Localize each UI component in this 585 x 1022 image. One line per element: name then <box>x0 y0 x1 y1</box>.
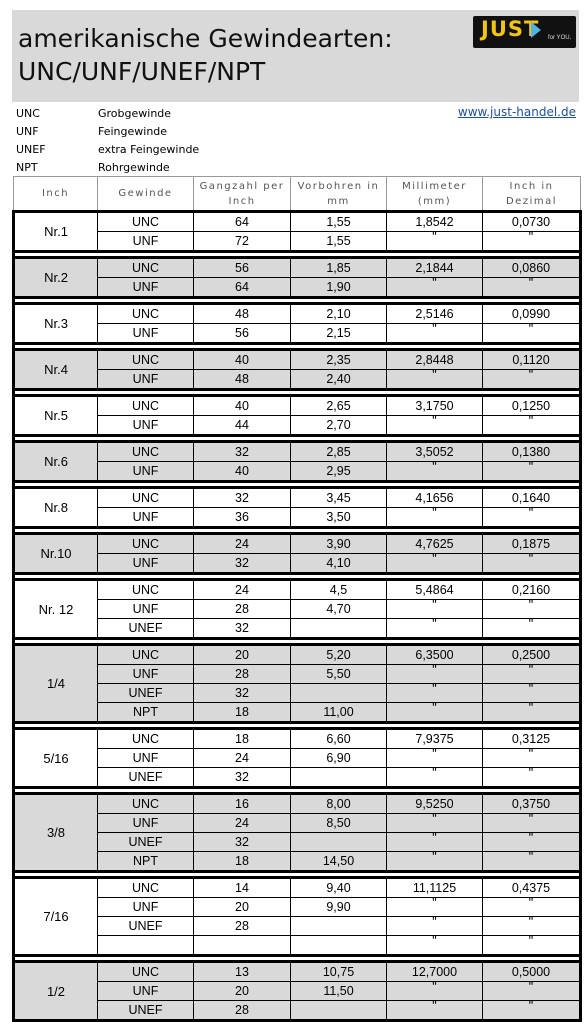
mm-cell: " <box>387 665 483 684</box>
decimal-cell: " <box>483 508 581 528</box>
size-group <box>14 580 581 639</box>
tpi-cell: 16 <box>194 794 291 814</box>
tpi-cell: 44 <box>194 416 291 436</box>
table-row <box>14 768 581 788</box>
drill-cell: 4,5 <box>291 580 387 600</box>
decimal-cell: " <box>483 462 581 482</box>
table-row <box>14 534 581 554</box>
thread-type-cell: UNEF <box>98 619 194 639</box>
header <box>12 10 579 102</box>
thread-type-cell: UNC <box>98 794 194 814</box>
table-row <box>14 814 581 833</box>
size-cell: Nr.4 <box>14 350 98 390</box>
legend-desc: Rohrgewinde <box>98 161 170 174</box>
table-row <box>14 600 581 619</box>
table-row <box>14 232 581 252</box>
size-group <box>14 350 581 390</box>
table-row <box>14 488 581 508</box>
decimal-cell: " <box>483 278 581 298</box>
mm-cell: 4,1656 <box>387 488 483 508</box>
thread-type-cell: UNEF <box>98 917 194 936</box>
thread-type-cell: UNF <box>98 278 194 298</box>
table-row <box>14 396 581 416</box>
tpi-cell: 32 <box>194 488 291 508</box>
thread-type-cell: UNC <box>98 212 194 232</box>
legend-desc: extra Feingewinde <box>98 143 200 156</box>
decimal-cell: " <box>483 936 581 956</box>
table-row <box>14 580 581 600</box>
decimal-cell: 0,3125 <box>483 729 581 749</box>
decimal-cell: " <box>483 898 581 917</box>
tpi-cell: 32 <box>194 554 291 574</box>
mm-cell: 7,9375 <box>387 729 483 749</box>
drill-cell: 6,90 <box>291 749 387 768</box>
thread-type-cell: UNC <box>98 442 194 462</box>
mm-cell: " <box>387 554 483 574</box>
drill-cell: 4,10 <box>291 554 387 574</box>
drill-cell: 1,90 <box>291 278 387 298</box>
drill-cell: 1,55 <box>291 212 387 232</box>
size-group <box>14 645 581 723</box>
table-row <box>14 833 581 852</box>
decimal-cell: " <box>483 1001 581 1021</box>
drill-cell: 1,85 <box>291 258 387 278</box>
drill-cell: 8,50 <box>291 814 387 833</box>
just-logo <box>473 16 576 48</box>
thread-type-cell: UNC <box>98 488 194 508</box>
thread-type-cell: UNEF <box>98 684 194 703</box>
size-group <box>14 488 581 528</box>
drill-cell: 2,40 <box>291 370 387 390</box>
table-row <box>14 684 581 703</box>
tpi-cell: 18 <box>194 729 291 749</box>
table-row <box>14 462 581 482</box>
mm-cell: 5,4864 <box>387 580 483 600</box>
tpi-cell: 28 <box>194 1001 291 1021</box>
table-header <box>14 177 581 212</box>
legend-abbr: UNEF <box>16 143 46 156</box>
decimal-cell: " <box>483 917 581 936</box>
legend-desc: Grobgewinde <box>98 107 172 120</box>
thread-type-cell: UNF <box>98 898 194 917</box>
decimal-cell: " <box>483 232 581 252</box>
decimal-cell: 0,4375 <box>483 878 581 898</box>
tpi-cell: 48 <box>194 304 291 324</box>
size-group <box>14 534 581 574</box>
size-cell: Nr.8 <box>14 488 98 528</box>
thread-type-cell: UNF <box>98 749 194 768</box>
thread-type-cell: UNEF <box>98 833 194 852</box>
table-row <box>14 350 581 370</box>
table-row <box>14 962 581 982</box>
table-row <box>14 212 581 232</box>
size-group <box>14 878 581 956</box>
tpi-cell: 14 <box>194 878 291 898</box>
thread-type-cell: UNC <box>98 304 194 324</box>
tpi-cell: 24 <box>194 749 291 768</box>
drill-cell: 6,60 <box>291 729 387 749</box>
drill-cell: 9,40 <box>291 878 387 898</box>
mm-cell: " <box>387 703 483 723</box>
legend-desc: Feingewinde <box>98 125 168 138</box>
mm-cell: 2,8448 <box>387 350 483 370</box>
decimal-cell: 0,1250 <box>483 396 581 416</box>
thread-type-cell: UNC <box>98 350 194 370</box>
drill-cell: 8,00 <box>291 794 387 814</box>
drill-cell: 4,70 <box>291 600 387 619</box>
tpi-cell <box>194 936 291 956</box>
mm-cell: " <box>387 917 483 936</box>
thread-type-cell: UNF <box>98 982 194 1001</box>
tpi-cell: 20 <box>194 982 291 1001</box>
tpi-cell: 20 <box>194 645 291 665</box>
mm-cell: " <box>387 833 483 852</box>
mm-cell: 2,1844 <box>387 258 483 278</box>
size-cell: 1/4 <box>14 645 98 723</box>
title-line-1: amerikanische Gewindearten: <box>18 24 393 53</box>
mm-cell: " <box>387 324 483 344</box>
mm-cell: " <box>387 370 483 390</box>
drill-cell: 2,15 <box>291 324 387 344</box>
mm-cell: " <box>387 814 483 833</box>
decimal-cell: 0,0860 <box>483 258 581 278</box>
decimal-cell: 0,1120 <box>483 350 581 370</box>
thread-type-cell: UNF <box>98 600 194 619</box>
decimal-cell: 0,5000 <box>483 962 581 982</box>
tpi-cell: 13 <box>194 962 291 982</box>
size-cell: 3/8 <box>14 794 98 872</box>
mm-cell: " <box>387 852 483 872</box>
decimal-cell: 0,2160 <box>483 580 581 600</box>
table-row <box>14 619 581 639</box>
header-gangzahl: Gangzahl per Inch <box>194 177 291 212</box>
table-row <box>14 508 581 528</box>
drill-cell: 2,70 <box>291 416 387 436</box>
size-cell: 5/16 <box>14 729 98 788</box>
tpi-cell: 32 <box>194 619 291 639</box>
header-dezimal: Inch in Dezimal <box>483 177 581 212</box>
mm-cell: " <box>387 749 483 768</box>
mm-cell: 3,5052 <box>387 442 483 462</box>
tpi-cell: 32 <box>194 833 291 852</box>
legend-row <box>16 123 216 141</box>
size-group <box>14 258 581 298</box>
thread-type-cell: UNF <box>98 508 194 528</box>
tpi-cell: 64 <box>194 212 291 232</box>
drill-cell: 3,90 <box>291 534 387 554</box>
table-row <box>14 703 581 723</box>
table-row <box>14 917 581 936</box>
tpi-cell: 24 <box>194 580 291 600</box>
decimal-cell: 0,0730 <box>483 212 581 232</box>
mm-cell: " <box>387 600 483 619</box>
size-cell: 1/2 <box>14 962 98 1021</box>
header-gewinde: Gewinde <box>98 177 194 212</box>
mm-cell: 3,1750 <box>387 396 483 416</box>
decimal-cell: " <box>483 833 581 852</box>
drill-cell: 14,50 <box>291 852 387 872</box>
drill-cell: 2,85 <box>291 442 387 462</box>
table-row <box>14 304 581 324</box>
size-cell: Nr. 12 <box>14 580 98 639</box>
size-cell: Nr.10 <box>14 534 98 574</box>
thread-type-cell: UNF <box>98 814 194 833</box>
mm-cell: " <box>387 898 483 917</box>
mm-cell: " <box>387 278 483 298</box>
decimal-cell: " <box>483 852 581 872</box>
thread-type-cell: UNF <box>98 462 194 482</box>
table-row <box>14 878 581 898</box>
mm-cell: " <box>387 416 483 436</box>
drill-cell: 3,45 <box>291 488 387 508</box>
mm-cell: " <box>387 936 483 956</box>
decimal-cell: " <box>483 554 581 574</box>
drill-cell: 9,90 <box>291 898 387 917</box>
header-inch: Inch <box>14 177 98 212</box>
legend-row <box>16 159 216 177</box>
tpi-cell: 40 <box>194 396 291 416</box>
drill-cell <box>291 768 387 788</box>
mm-cell: " <box>387 1001 483 1021</box>
drill-cell: 1,55 <box>291 232 387 252</box>
legend <box>16 105 216 177</box>
decimal-cell: " <box>483 768 581 788</box>
decimal-cell: " <box>483 324 581 344</box>
mm-cell: " <box>387 462 483 482</box>
tpi-cell: 18 <box>194 703 291 723</box>
drill-cell: 5,50 <box>291 665 387 684</box>
tpi-cell: 18 <box>194 852 291 872</box>
size-cell: Nr.5 <box>14 396 98 436</box>
size-group <box>14 729 581 788</box>
thread-type-cell: UNF <box>98 370 194 390</box>
mm-cell: " <box>387 232 483 252</box>
table-row <box>14 278 581 298</box>
decimal-cell: " <box>483 665 581 684</box>
mm-cell: 4,7625 <box>387 534 483 554</box>
mm-cell: " <box>387 684 483 703</box>
size-cell: 7/16 <box>14 878 98 956</box>
table-row <box>14 370 581 390</box>
size-group <box>14 442 581 482</box>
mm-cell: 2,5146 <box>387 304 483 324</box>
tpi-cell: 32 <box>194 442 291 462</box>
drill-cell <box>291 936 387 956</box>
legend-abbr: NPT <box>16 161 38 174</box>
tpi-cell: 32 <box>194 684 291 703</box>
size-group <box>14 304 581 344</box>
thread-type-cell: UNF <box>98 665 194 684</box>
decimal-cell: " <box>483 703 581 723</box>
thread-type-cell: UNC <box>98 534 194 554</box>
drill-cell: 11,50 <box>291 982 387 1001</box>
drill-cell: 10,75 <box>291 962 387 982</box>
drill-cell: 2,95 <box>291 462 387 482</box>
thread-type-cell: UNC <box>98 645 194 665</box>
thread-type-cell: NPT <box>98 852 194 872</box>
page-title <box>18 22 393 88</box>
tpi-cell: 36 <box>194 508 291 528</box>
thread-type-cell: UNC <box>98 729 194 749</box>
title-line-2: UNC/UNF/UNEF/NPT <box>18 57 266 86</box>
drill-cell: 2,35 <box>291 350 387 370</box>
legend-abbr: UNC <box>16 107 40 120</box>
header-vorbohren: Vorbohren in mm <box>291 177 387 212</box>
decimal-cell: 0,2500 <box>483 645 581 665</box>
tpi-cell: 28 <box>194 917 291 936</box>
thread-type-cell: UNEF <box>98 1001 194 1021</box>
logo-arrow-icon <box>531 22 541 38</box>
tpi-cell: 32 <box>194 768 291 788</box>
mm-cell: 12,7000 <box>387 962 483 982</box>
website-link[interactable]: www.just-handel.de <box>457 105 576 119</box>
decimal-cell: " <box>483 814 581 833</box>
decimal-cell: " <box>483 600 581 619</box>
decimal-cell: 0,1380 <box>483 442 581 462</box>
table-row <box>14 1001 581 1021</box>
decimal-cell: " <box>483 684 581 703</box>
tpi-cell: 40 <box>194 462 291 482</box>
tpi-cell: 40 <box>194 350 291 370</box>
table-row <box>14 936 581 956</box>
table-row <box>14 258 581 278</box>
decimal-cell: " <box>483 619 581 639</box>
drill-cell <box>291 684 387 703</box>
mm-cell: 9,5250 <box>387 794 483 814</box>
thread-type-cell: UNF <box>98 324 194 344</box>
tpi-cell: 28 <box>194 665 291 684</box>
table-row <box>14 729 581 749</box>
drill-cell <box>291 833 387 852</box>
logo-subtext: for YOU. <box>548 35 572 41</box>
drill-cell: 11,00 <box>291 703 387 723</box>
drill-cell: 5,20 <box>291 645 387 665</box>
size-group <box>14 212 581 252</box>
table-row <box>14 554 581 574</box>
thread-type-cell <box>98 936 194 956</box>
size-cell: Nr.3 <box>14 304 98 344</box>
drill-cell <box>291 619 387 639</box>
decimal-cell: " <box>483 370 581 390</box>
decimal-cell: 0,1640 <box>483 488 581 508</box>
table-row <box>14 416 581 436</box>
thread-table <box>12 176 582 1022</box>
thread-type-cell: UNEF <box>98 768 194 788</box>
decimal-cell: " <box>483 416 581 436</box>
decimal-cell: " <box>483 749 581 768</box>
thread-type-cell: UNC <box>98 396 194 416</box>
drill-cell <box>291 917 387 936</box>
drill-cell: 3,50 <box>291 508 387 528</box>
legend-row <box>16 105 216 123</box>
decimal-cell: 0,0990 <box>483 304 581 324</box>
tpi-cell: 28 <box>194 600 291 619</box>
table-row <box>14 442 581 462</box>
thread-type-cell: UNF <box>98 232 194 252</box>
mm-cell: " <box>387 619 483 639</box>
thread-type-cell: UNC <box>98 258 194 278</box>
thread-type-cell: NPT <box>98 703 194 723</box>
logo-text: JUST <box>481 17 540 41</box>
decimal-cell: 0,1875 <box>483 534 581 554</box>
drill-cell: 2,65 <box>291 396 387 416</box>
decimal-cell: " <box>483 982 581 1001</box>
size-cell: Nr.6 <box>14 442 98 482</box>
thread-type-cell: UNF <box>98 554 194 574</box>
table-row <box>14 645 581 665</box>
legend-abbr: UNF <box>16 125 39 138</box>
legend-row <box>16 141 216 159</box>
mm-cell: " <box>387 982 483 1001</box>
mm-cell: 11,1125 <box>387 878 483 898</box>
table-row <box>14 982 581 1001</box>
thread-type-cell: UNC <box>98 580 194 600</box>
mm-cell: " <box>387 508 483 528</box>
tpi-cell: 56 <box>194 324 291 344</box>
tpi-cell: 24 <box>194 814 291 833</box>
table-row <box>14 665 581 684</box>
size-group <box>14 794 581 872</box>
tpi-cell: 56 <box>194 258 291 278</box>
tpi-cell: 48 <box>194 370 291 390</box>
table-row <box>14 324 581 344</box>
table-row <box>14 898 581 917</box>
size-group <box>14 962 581 1021</box>
thread-type-cell: UNC <box>98 962 194 982</box>
table-row <box>14 749 581 768</box>
table-row <box>14 852 581 872</box>
thread-type-cell: UNF <box>98 416 194 436</box>
size-cell: Nr.1 <box>14 212 98 252</box>
size-group <box>14 396 581 436</box>
table-row <box>14 794 581 814</box>
drill-cell <box>291 1001 387 1021</box>
tpi-cell: 24 <box>194 534 291 554</box>
thread-type-cell: UNC <box>98 878 194 898</box>
decimal-cell: 0,3750 <box>483 794 581 814</box>
tpi-cell: 64 <box>194 278 291 298</box>
mm-cell: 6,3500 <box>387 645 483 665</box>
tpi-cell: 20 <box>194 898 291 917</box>
tpi-cell: 72 <box>194 232 291 252</box>
size-cell: Nr.2 <box>14 258 98 298</box>
mm-cell: 1,8542 <box>387 212 483 232</box>
drill-cell: 2,10 <box>291 304 387 324</box>
mm-cell: " <box>387 768 483 788</box>
header-millimeter: Millimeter (mm) <box>387 177 483 212</box>
